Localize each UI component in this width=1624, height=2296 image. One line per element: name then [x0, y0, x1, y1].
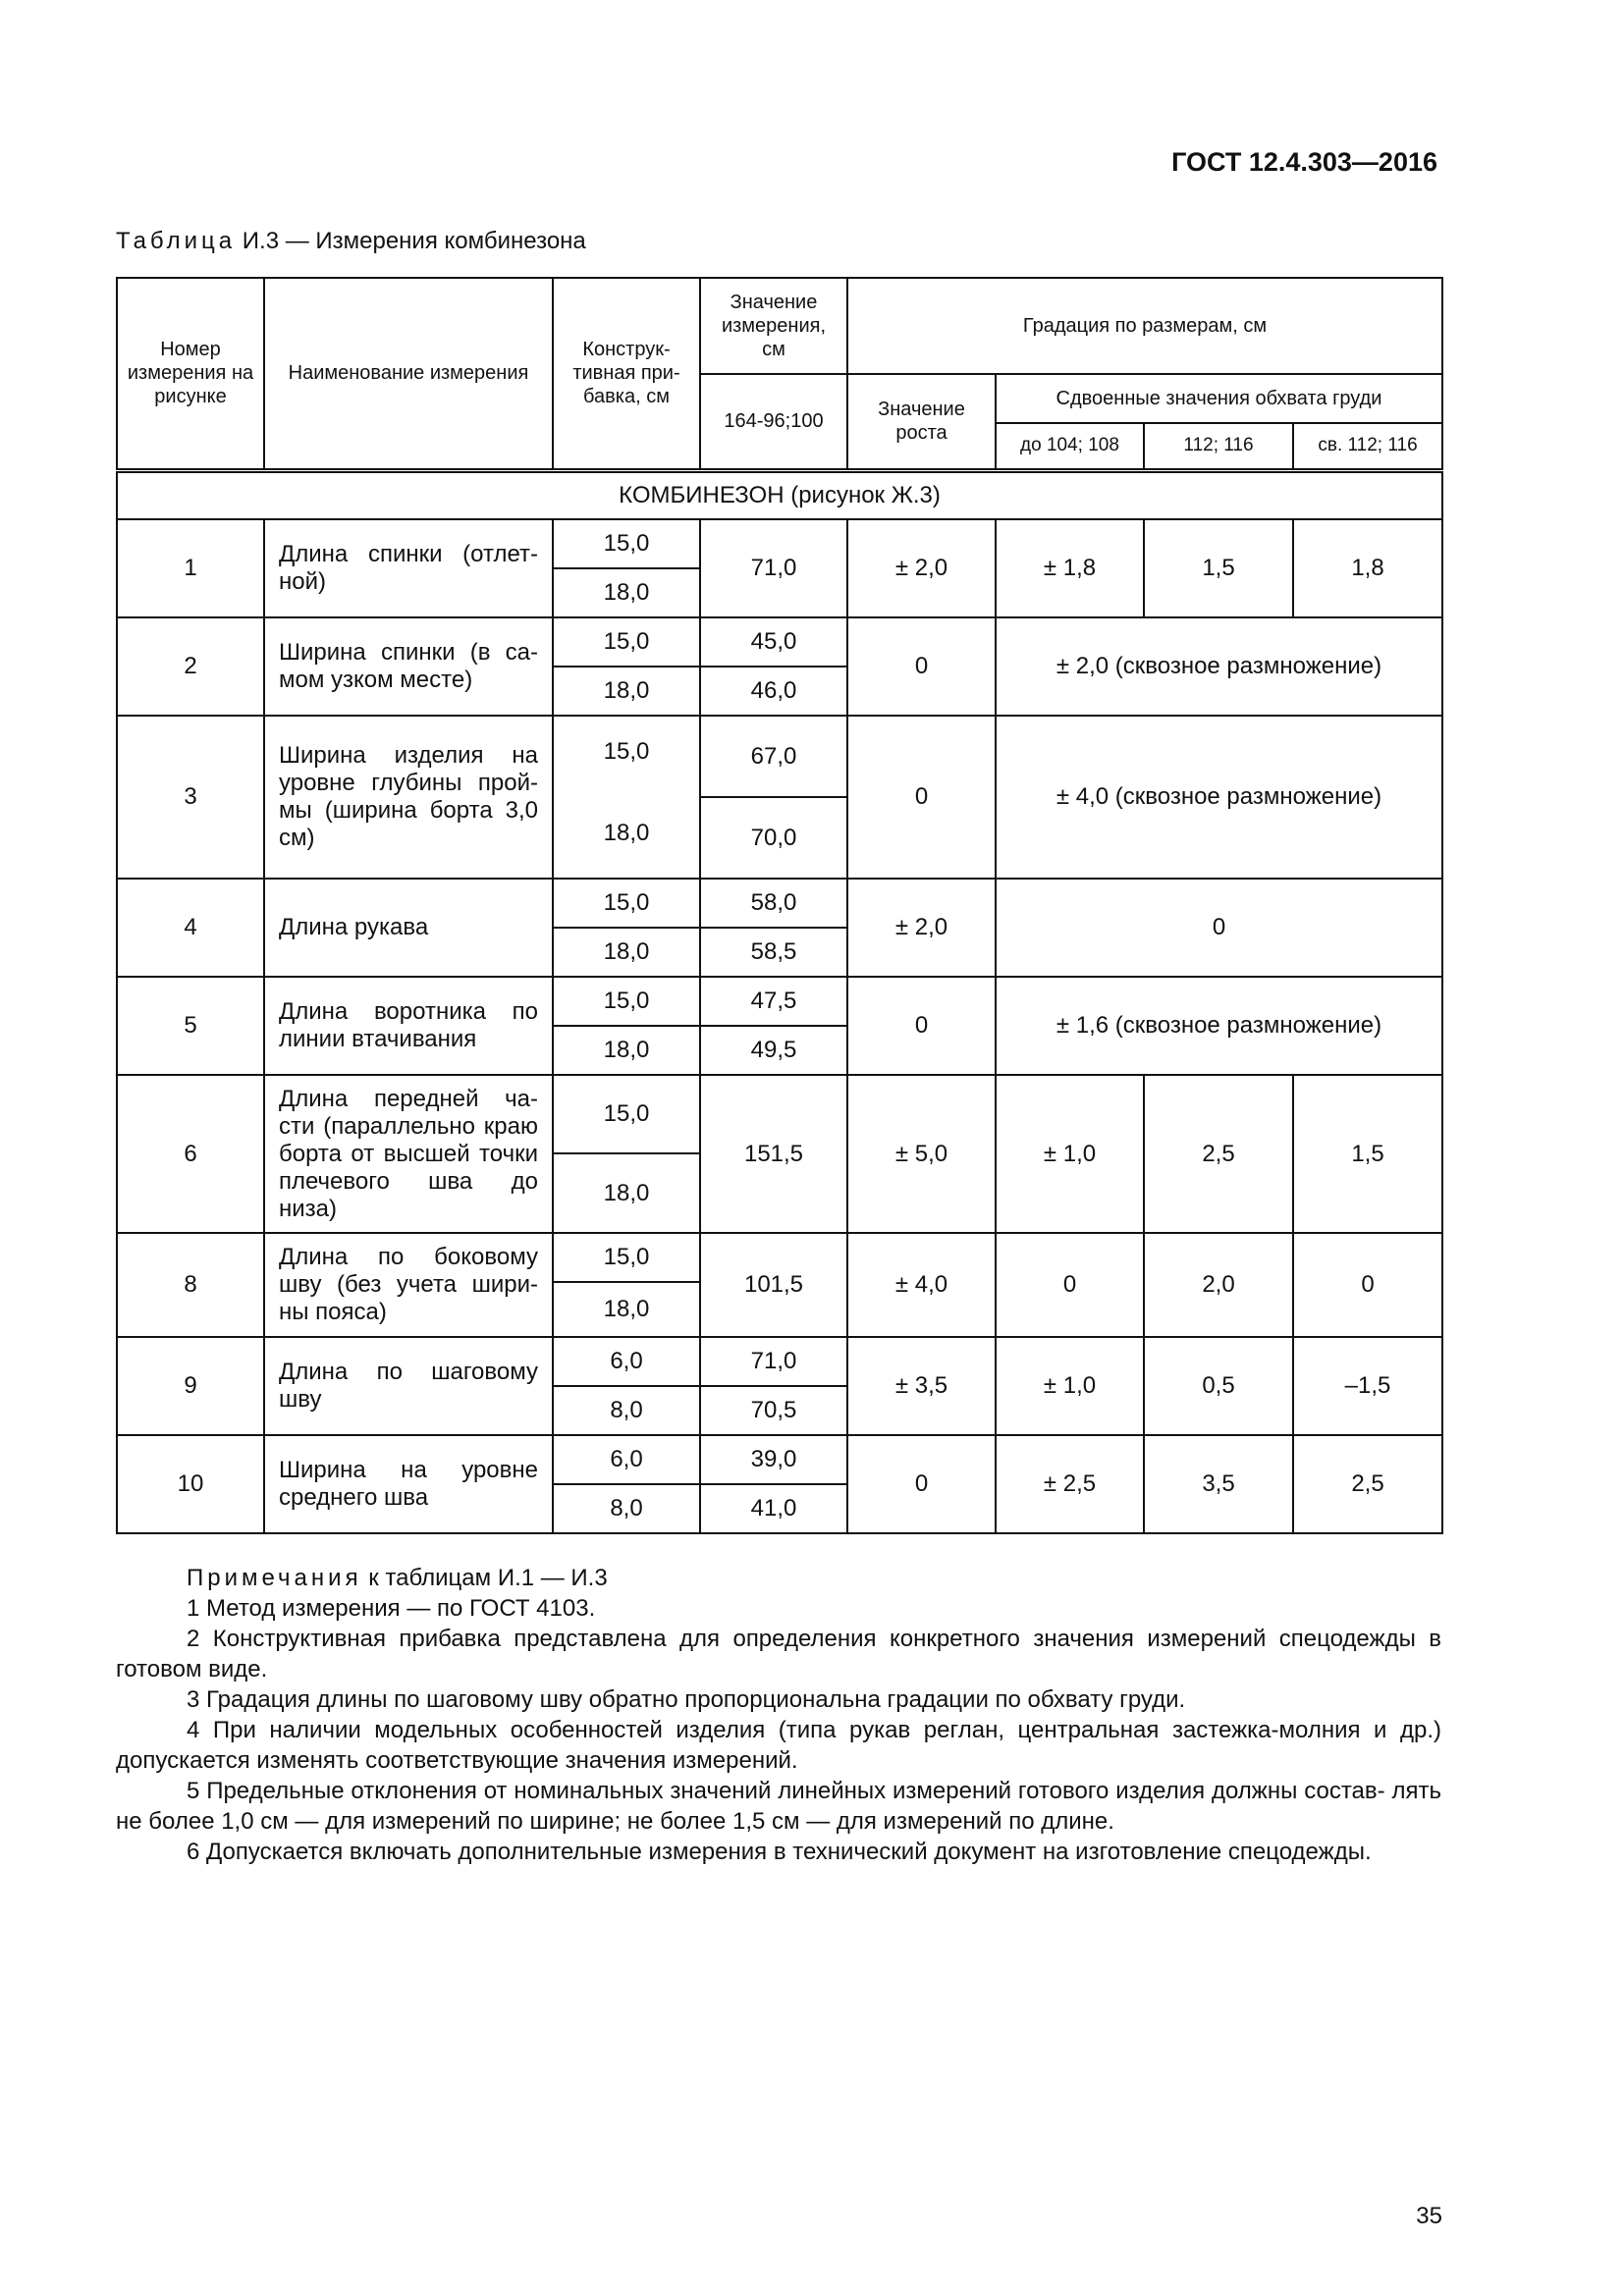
standard-number: ГОСТ 12.4.303—2016	[1171, 147, 1437, 177]
row-allowance: 18,0	[603, 820, 650, 846]
row-allowance: 6,0	[553, 1435, 700, 1484]
row-allowance: 18,0	[553, 1282, 700, 1337]
row-allowance: 15,0	[553, 879, 700, 928]
row-name: Длина по боковому шву (без учета шири- ны пояса)	[264, 1233, 553, 1337]
row-name: Длина воротника по линии втачивания	[264, 977, 553, 1075]
row-name: Ширина изделия на уровне глубины прой- мы (ширина борта 3,0 см)	[264, 716, 553, 879]
row-value: 101,5	[700, 1233, 847, 1337]
row-chest-grad: 1,5	[1144, 519, 1293, 617]
row-number: 1	[117, 519, 264, 617]
row-allowance: 18,0	[553, 1153, 700, 1233]
row-chest-grad: –1,5	[1293, 1337, 1442, 1435]
header-allowance: Конструк- тивная при- бавка, см	[553, 278, 700, 470]
row-allowance: 8,0	[553, 1386, 700, 1435]
measurements-table	[116, 277, 1443, 1534]
row-name: Длина рукава	[264, 879, 553, 977]
note-item: 3 Градация длины по шаговому шву обратно пропорциональна градации по обхвату груди.	[187, 1686, 1186, 1713]
row-value: 70,5	[700, 1386, 847, 1435]
row-name: Длина спинки (отлет- ной)	[264, 519, 553, 617]
row-value: 71,0	[700, 519, 847, 617]
row-allowance: 15,0	[553, 617, 700, 667]
section-title: КОМБИНЕЗОН (рисунок Ж.3)	[117, 470, 1442, 519]
header-height: Значение роста	[847, 374, 996, 470]
row-allowance: 18,0	[553, 667, 700, 716]
row-height-grad: ± 3,5	[847, 1337, 996, 1435]
row-allowance: 15,0	[553, 1233, 700, 1282]
table-row	[117, 519, 1442, 568]
row-height-grad: ± 2,0	[847, 879, 996, 977]
row-allowance: 15,0	[553, 519, 700, 568]
row-name: Длина по шаговому шву	[264, 1337, 553, 1435]
row-value: 70,0	[700, 797, 847, 879]
table-row	[117, 716, 1442, 797]
row-allowance: 18,0	[553, 928, 700, 977]
table-row	[117, 879, 1442, 928]
table-row	[117, 1233, 1442, 1282]
row-number: 4	[117, 879, 264, 977]
table-caption	[116, 228, 586, 255]
row-number: 8	[117, 1233, 264, 1337]
note-item: 6 Допускается включать дополнительные измерения в технический документ на изготовление спецодежды.	[187, 1839, 1372, 1865]
row-value: 67,0	[700, 716, 847, 797]
row-value: 39,0	[700, 1435, 847, 1484]
table-row	[117, 1337, 1442, 1386]
row-name: Длина передней ча- сти (параллельно краю борта от высшей точки плечевого шва до низа)	[264, 1075, 553, 1233]
row-value: 45,0	[700, 617, 847, 667]
note-item: 1 Метод измерения — по ГОСТ 4103.	[187, 1595, 596, 1622]
row-allowance: 15,0	[553, 1075, 700, 1153]
row-allowance: 15,0	[553, 977, 700, 1026]
row-height-grad: 0	[847, 617, 996, 716]
header-gradation: Градация по размерам, см	[847, 278, 1442, 374]
row-chest-grad-merged: 0	[996, 879, 1442, 977]
row-number: 3	[117, 716, 264, 879]
table-caption-prefix: Таблица	[116, 228, 237, 254]
row-allowance: 18,0	[553, 568, 700, 617]
table-row	[117, 977, 1442, 1026]
row-chest-grad: ± 2,5	[996, 1435, 1144, 1533]
notes-title-word: Примечания	[187, 1565, 362, 1591]
table-row	[117, 617, 1442, 667]
notes-title-rest: к таблицам И.1 — И.3	[368, 1565, 608, 1591]
row-chest-grad: 1,5	[1293, 1075, 1442, 1233]
row-value: 46,0	[700, 667, 847, 716]
row-value: 49,5	[700, 1026, 847, 1075]
row-allowance: 8,0	[553, 1484, 700, 1533]
row-height-grad: 0	[847, 977, 996, 1075]
note-item: 4 При наличии модельных особенностей изделия (типа рукав реглан, центральная застежка-молния и др.) допускается изменять соответствующие значения измерений.	[116, 1717, 1441, 1774]
row-chest-grad: 2,5	[1144, 1075, 1293, 1233]
row-chest-grad: 1,8	[1293, 519, 1442, 617]
header-chest: Сдвоенные значения обхвата груди	[996, 374, 1442, 423]
row-chest-grad: 0	[1293, 1233, 1442, 1337]
row-number: 6	[117, 1075, 264, 1233]
row-value: 47,5	[700, 977, 847, 1026]
row-value: 58,5	[700, 928, 847, 977]
note-item: 5 Предельные отклонения от номинальных значений линейных измерений готового изделия должны состав- лять не более 1,0 см — для измерений по ширине; не более 1,5 см — для измерений по длине.	[116, 1778, 1441, 1835]
row-chest-grad: 0,5	[1144, 1337, 1293, 1435]
row-chest-grad-merged: ± 2,0 (сквозное размножение)	[996, 617, 1442, 716]
notes-title	[116, 1563, 1441, 1593]
header-chest-col: до 104; 108	[996, 423, 1144, 470]
row-height-grad: 0	[847, 1435, 996, 1533]
note-item: 2 Конструктивная прибавка представлена для определения конкретного значения измерений спецодежды в готовом виде.	[116, 1626, 1441, 1682]
header-value: Значение измерения, см	[700, 278, 847, 374]
row-number: 9	[117, 1337, 264, 1435]
row-chest-grad: 3,5	[1144, 1435, 1293, 1533]
row-value: 58,0	[700, 879, 847, 928]
header-number: Номер измерения на рисунке	[117, 278, 264, 470]
row-number: 10	[117, 1435, 264, 1533]
row-chest-grad: ± 1,0	[996, 1337, 1144, 1435]
row-allowance: 18,0	[553, 1026, 700, 1075]
row-value: 151,5	[700, 1075, 847, 1233]
row-allowance-pair	[553, 716, 700, 879]
header-name: Наименование измерения	[264, 278, 553, 470]
row-height-grad: 0	[847, 716, 996, 879]
row-chest-grad: 2,5	[1293, 1435, 1442, 1533]
table-caption-title: И.3 — Измерения комбинезона	[242, 228, 586, 254]
row-name: Ширина на уровне среднего шва	[264, 1435, 553, 1533]
row-number: 5	[117, 977, 264, 1075]
row-chest-grad: ± 1,0	[996, 1075, 1144, 1233]
header-chest-col: 112; 116	[1144, 423, 1293, 470]
header-chest-col: св. 112; 116	[1293, 423, 1442, 470]
row-chest-grad: 0	[996, 1233, 1144, 1337]
table-notes	[116, 1563, 1441, 1867]
row-value: 41,0	[700, 1484, 847, 1533]
row-chest-grad-merged: ± 4,0 (сквозное размножение)	[996, 716, 1442, 879]
table-row	[117, 1075, 1442, 1153]
row-number: 2	[117, 617, 264, 716]
row-height-grad: ± 2,0	[847, 519, 996, 617]
header-base-size: 164-96;100	[700, 374, 847, 470]
table-row	[117, 1435, 1442, 1484]
row-allowance: 15,0	[603, 738, 650, 765]
row-chest-grad: 2,0	[1144, 1233, 1293, 1337]
row-height-grad: ± 5,0	[847, 1075, 996, 1233]
row-allowance: 6,0	[553, 1337, 700, 1386]
row-value: 71,0	[700, 1337, 847, 1386]
row-name: Ширина спинки (в са- мом узком месте)	[264, 617, 553, 716]
row-chest-grad: ± 1,8	[996, 519, 1144, 617]
row-chest-grad-merged: ± 1,6 (сквозное размножение)	[996, 977, 1442, 1075]
row-height-grad: ± 4,0	[847, 1233, 996, 1337]
page-number: 35	[1416, 2203, 1442, 2229]
